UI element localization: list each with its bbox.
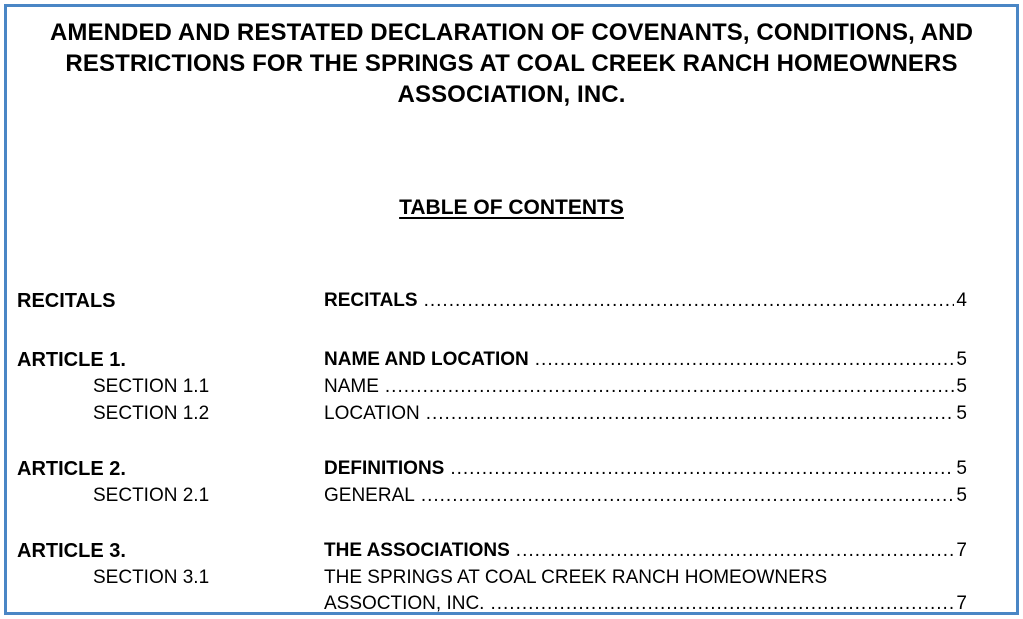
toc-article-1-page: 5 <box>956 349 967 370</box>
toc-section-3-1-entry-line-2 <box>324 591 967 615</box>
table-of-contents-heading <box>7 195 1016 221</box>
toc-section-1-2-label: SECTION 1.2 <box>93 403 210 424</box>
toc-row-section-1-1 <box>7 374 1016 400</box>
toc-section-3-1-entry-line-1 <box>324 565 967 591</box>
document-page <box>4 4 1019 615</box>
toc-row-article-2 <box>7 456 1016 482</box>
toc-leader-dots <box>385 374 955 400</box>
toc-section-2-1-label: SECTION 2.1 <box>93 485 210 506</box>
toc-section-1-1-title: NAME <box>324 376 379 397</box>
toc-recitals-label: RECITALS <box>17 290 116 312</box>
toc-leader-dots <box>535 347 955 373</box>
toc-leader-dots <box>490 591 954 615</box>
toc-row-article-1 <box>7 347 1016 373</box>
toc-heading-text: TABLE OF CONTENTS <box>399 196 624 219</box>
toc-section-3-1-label: SECTION 3.1 <box>93 567 210 588</box>
toc-section-2-1-page: 5 <box>956 485 967 506</box>
toc-section-2-1-title: GENERAL <box>324 485 415 506</box>
toc-section-1-1-entry <box>324 374 967 400</box>
toc-row-section-2-1 <box>7 483 1016 509</box>
toc-section-1-2-entry <box>324 401 967 427</box>
toc-section-1-1-label: SECTION 1.1 <box>93 376 210 397</box>
toc-article-3-entry <box>324 538 967 564</box>
document-title-line-2: RESTRICTIONS FOR THE SPRINGS AT COAL CREEK RANCH HOMEOWNERS <box>65 50 958 77</box>
toc-article-2-entry <box>324 456 967 482</box>
toc-leader-dots <box>516 538 955 564</box>
toc-section-1-2-page: 5 <box>956 403 967 424</box>
toc-article-1-label: ARTICLE 1. <box>17 349 126 371</box>
toc-article-2-label: ARTICLE 2. <box>17 458 126 480</box>
toc-section-3-1-title-line-1: THE SPRINGS AT COAL CREEK RANCH HOMEOWNERS <box>324 567 828 588</box>
toc-leader-dots <box>450 456 954 482</box>
toc-recitals-entry <box>324 288 967 314</box>
toc-leader-dots <box>424 288 955 314</box>
document-title <box>7 17 1016 110</box>
toc-section-3-1-title-line-2: ASSOCTION, INC. <box>324 593 485 614</box>
toc-article-3-page: 7 <box>956 540 967 561</box>
toc-leader-dots <box>421 483 955 509</box>
toc-article-1-title: NAME AND LOCATION <box>324 349 529 370</box>
toc-row-section-3-1 <box>7 565 1016 591</box>
toc-article-2-page: 5 <box>956 458 967 479</box>
document-title-line-3: ASSOCIATION, INC. <box>397 81 626 108</box>
toc-section-2-1-entry <box>324 483 967 509</box>
toc-section-3-1-page: 7 <box>956 593 967 614</box>
toc-recitals-title: RECITALS <box>324 290 418 311</box>
toc-row-section-3-1-continued <box>7 591 1016 615</box>
toc-row-article-3 <box>7 538 1016 564</box>
toc-article-3-title: THE ASSOCIATIONS <box>324 540 510 561</box>
toc-article-1-entry <box>324 347 967 373</box>
toc-row-section-1-2 <box>7 401 1016 427</box>
document-title-line-1: AMENDED AND RESTATED DECLARATION OF COVENANTS, CONDITIONS, AND <box>49 19 974 46</box>
toc-article-3-label: ARTICLE 3. <box>17 540 126 562</box>
toc-section-1-1-page: 5 <box>956 376 967 397</box>
toc-recitals-page: 4 <box>956 290 967 311</box>
toc-row-recitals <box>7 288 1016 314</box>
toc-section-1-2-title: LOCATION <box>324 403 420 424</box>
toc-leader-dots <box>426 401 955 427</box>
toc-article-2-title: DEFINITIONS <box>324 458 445 479</box>
